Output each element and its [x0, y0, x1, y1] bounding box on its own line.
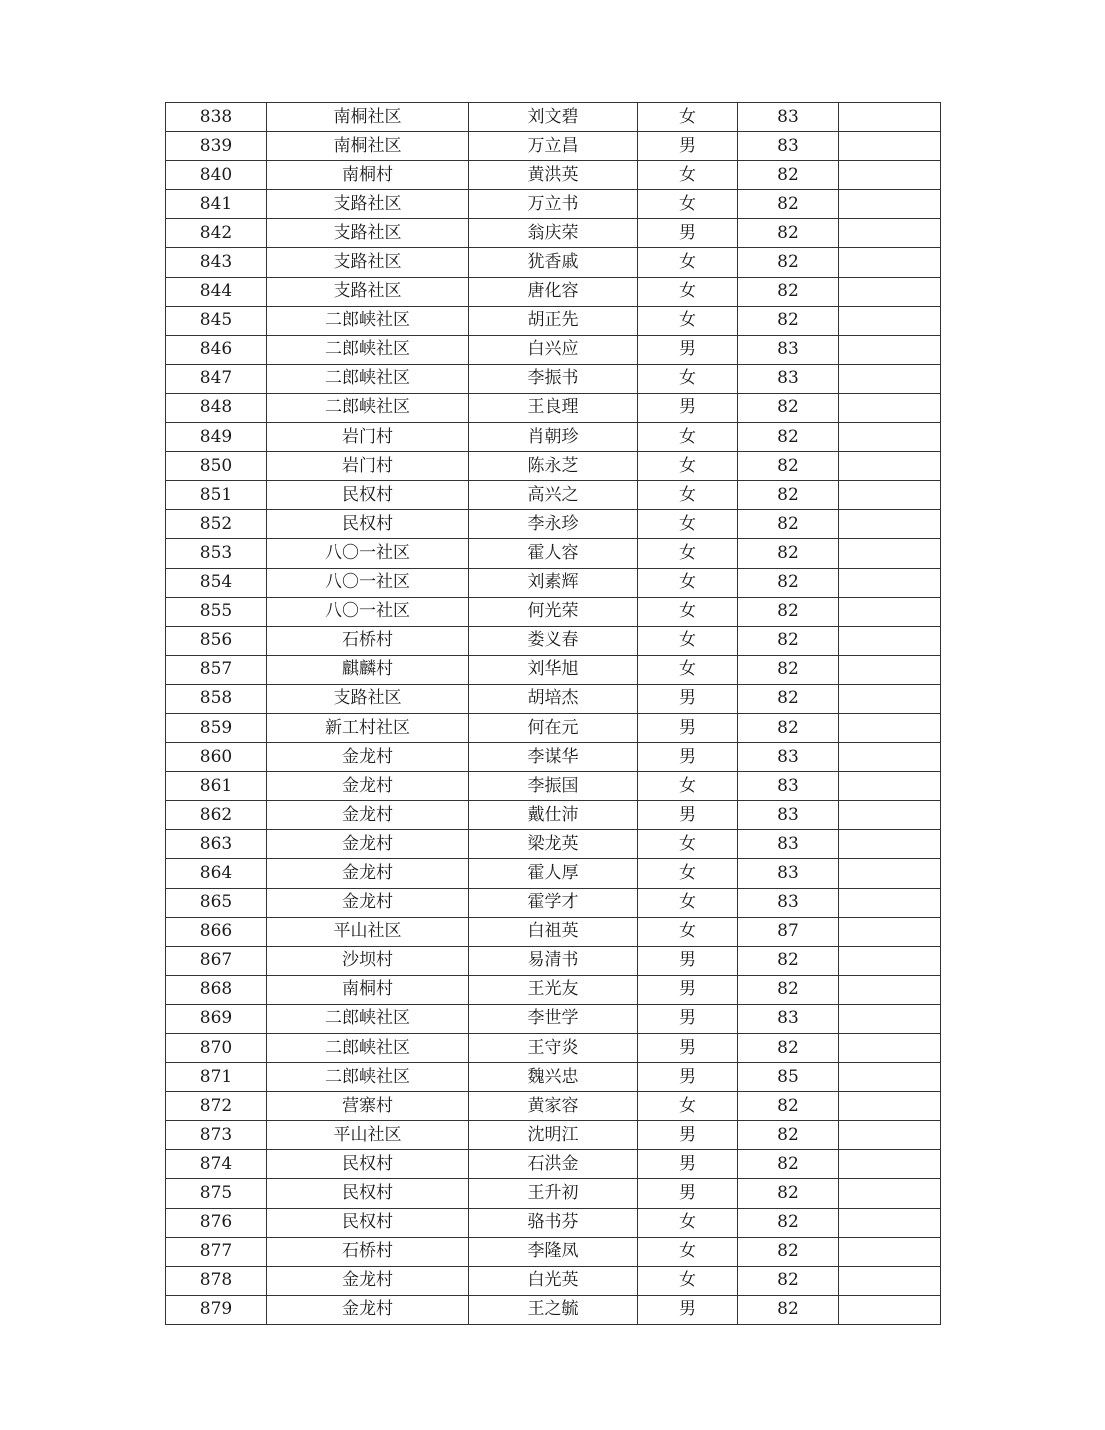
- gender-cell: 女: [638, 103, 738, 132]
- note-cell: [839, 248, 941, 277]
- community-cell: 民权村: [267, 481, 469, 510]
- community-cell: 南桐社区: [267, 103, 469, 132]
- note-cell: [839, 452, 941, 481]
- table-row: [166, 132, 941, 161]
- age-cell: 85: [738, 1063, 839, 1092]
- table-row: [166, 452, 941, 481]
- community-cell: 金龙村: [267, 888, 469, 917]
- row-number-cell: 860: [166, 743, 267, 772]
- name-cell: 王守炎: [469, 1034, 638, 1063]
- gender-cell: 男: [638, 1034, 738, 1063]
- gender-cell: 女: [638, 306, 738, 335]
- row-number-cell: 867: [166, 946, 267, 975]
- name-cell: 霍学才: [469, 888, 638, 917]
- name-cell: 李世学: [469, 1004, 638, 1033]
- age-cell: 82: [738, 481, 839, 510]
- community-cell: 平山社区: [267, 917, 469, 946]
- name-cell: 石洪金: [469, 1150, 638, 1179]
- gender-cell: 女: [638, 190, 738, 219]
- gender-cell: 男: [638, 684, 738, 713]
- note-cell: [839, 277, 941, 306]
- row-number-cell: 873: [166, 1121, 267, 1150]
- row-number-cell: 852: [166, 510, 267, 539]
- note-cell: [839, 1063, 941, 1092]
- community-cell: 南桐社区: [267, 132, 469, 161]
- name-cell: 李永珍: [469, 510, 638, 539]
- community-cell: 二郎峡社区: [267, 306, 469, 335]
- note-cell: [839, 423, 941, 452]
- age-cell: 83: [738, 103, 839, 132]
- note-cell: [839, 190, 941, 219]
- name-cell: 胡正先: [469, 306, 638, 335]
- community-cell: 八〇一社区: [267, 539, 469, 568]
- row-number-cell: 853: [166, 539, 267, 568]
- age-cell: 82: [738, 1266, 839, 1295]
- note-cell: [839, 1179, 941, 1208]
- gender-cell: 男: [638, 219, 738, 248]
- table-row: [166, 1179, 941, 1208]
- note-cell: [839, 888, 941, 917]
- age-cell: 82: [738, 161, 839, 190]
- table-row: [166, 1121, 941, 1150]
- table-row: [166, 103, 941, 132]
- community-cell: 二郎峡社区: [267, 1034, 469, 1063]
- name-cell: 高兴之: [469, 481, 638, 510]
- age-cell: 83: [738, 801, 839, 830]
- row-number-cell: 856: [166, 626, 267, 655]
- row-number-cell: 850: [166, 452, 267, 481]
- name-cell: 白祖英: [469, 917, 638, 946]
- table-row: [166, 597, 941, 626]
- community-cell: 金龙村: [267, 830, 469, 859]
- name-cell: 沈明江: [469, 1121, 638, 1150]
- table-row: [166, 335, 941, 364]
- gender-cell: 男: [638, 1063, 738, 1092]
- name-cell: 王之毓: [469, 1295, 638, 1324]
- gender-cell: 女: [638, 510, 738, 539]
- row-number-cell: 878: [166, 1266, 267, 1295]
- name-cell: 唐化容: [469, 277, 638, 306]
- note-cell: [839, 1208, 941, 1237]
- age-cell: 82: [738, 539, 839, 568]
- name-cell: 李谋华: [469, 743, 638, 772]
- community-cell: 金龙村: [267, 859, 469, 888]
- age-cell: 82: [738, 306, 839, 335]
- note-cell: [839, 684, 941, 713]
- note-cell: [839, 772, 941, 801]
- table-row: [166, 423, 941, 452]
- gender-cell: 女: [638, 161, 738, 190]
- table-row: [166, 568, 941, 597]
- community-cell: 金龙村: [267, 1295, 469, 1324]
- note-cell: [839, 1121, 941, 1150]
- age-cell: 83: [738, 335, 839, 364]
- note-cell: [839, 1034, 941, 1063]
- table-row: [166, 917, 941, 946]
- gender-cell: 男: [638, 975, 738, 1004]
- gender-cell: 女: [638, 277, 738, 306]
- note-cell: [839, 1092, 941, 1121]
- community-cell: 南桐村: [267, 161, 469, 190]
- community-cell: 金龙村: [267, 772, 469, 801]
- table-row: [166, 510, 941, 539]
- gender-cell: 女: [638, 539, 738, 568]
- name-cell: 梁龙英: [469, 830, 638, 859]
- row-number-cell: 877: [166, 1237, 267, 1266]
- row-number-cell: 851: [166, 481, 267, 510]
- table-row: [166, 888, 941, 917]
- name-cell: 戴仕沛: [469, 801, 638, 830]
- gender-cell: 女: [638, 772, 738, 801]
- gender-cell: 男: [638, 801, 738, 830]
- row-number-cell: 844: [166, 277, 267, 306]
- name-cell: 万立昌: [469, 132, 638, 161]
- age-cell: 83: [738, 743, 839, 772]
- row-number-cell: 855: [166, 597, 267, 626]
- row-number-cell: 841: [166, 190, 267, 219]
- note-cell: [839, 510, 941, 539]
- table-row: [166, 713, 941, 742]
- row-number-cell: 868: [166, 975, 267, 1004]
- age-cell: 82: [738, 1208, 839, 1237]
- gender-cell: 男: [638, 132, 738, 161]
- gender-cell: 女: [638, 364, 738, 393]
- gender-cell: 女: [638, 917, 738, 946]
- row-number-cell: 872: [166, 1092, 267, 1121]
- age-cell: 82: [738, 248, 839, 277]
- row-number-cell: 876: [166, 1208, 267, 1237]
- row-number-cell: 863: [166, 830, 267, 859]
- community-cell: 支路社区: [267, 684, 469, 713]
- name-cell: 刘素辉: [469, 568, 638, 597]
- gender-cell: 女: [638, 423, 738, 452]
- row-number-cell: 846: [166, 335, 267, 364]
- row-number-cell: 842: [166, 219, 267, 248]
- name-cell: 刘文碧: [469, 103, 638, 132]
- elderly-roster-table: [165, 102, 941, 1325]
- note-cell: [839, 946, 941, 975]
- age-cell: 82: [738, 975, 839, 1004]
- community-cell: 支路社区: [267, 219, 469, 248]
- age-cell: 87: [738, 917, 839, 946]
- table-row: [166, 481, 941, 510]
- community-cell: 新工村社区: [267, 713, 469, 742]
- gender-cell: 女: [638, 568, 738, 597]
- gender-cell: 男: [638, 335, 738, 364]
- row-number-cell: 848: [166, 393, 267, 422]
- table-row: [166, 975, 941, 1004]
- note-cell: [839, 1237, 941, 1266]
- name-cell: 黄洪英: [469, 161, 638, 190]
- note-cell: [839, 1004, 941, 1033]
- age-cell: 82: [738, 1179, 839, 1208]
- name-cell: 白兴应: [469, 335, 638, 364]
- community-cell: 民权村: [267, 1179, 469, 1208]
- community-cell: 石桥村: [267, 626, 469, 655]
- table-row: [166, 1150, 941, 1179]
- gender-cell: 女: [638, 830, 738, 859]
- row-number-cell: 838: [166, 103, 267, 132]
- age-cell: 82: [738, 1092, 839, 1121]
- row-number-cell: 839: [166, 132, 267, 161]
- name-cell: 刘华旭: [469, 655, 638, 684]
- row-number-cell: 875: [166, 1179, 267, 1208]
- note-cell: [839, 1150, 941, 1179]
- name-cell: 陈永芝: [469, 452, 638, 481]
- table-body: [166, 103, 941, 1325]
- table-row: [166, 539, 941, 568]
- gender-cell: 男: [638, 1121, 738, 1150]
- name-cell: 王良理: [469, 393, 638, 422]
- community-cell: 沙坝村: [267, 946, 469, 975]
- age-cell: 83: [738, 1004, 839, 1033]
- gender-cell: 男: [638, 743, 738, 772]
- gender-cell: 男: [638, 713, 738, 742]
- age-cell: 83: [738, 830, 839, 859]
- gender-cell: 女: [638, 655, 738, 684]
- name-cell: 李振国: [469, 772, 638, 801]
- age-cell: 82: [738, 1237, 839, 1266]
- note-cell: [839, 539, 941, 568]
- name-cell: 何在元: [469, 713, 638, 742]
- note-cell: [839, 1266, 941, 1295]
- table-row: [166, 1266, 941, 1295]
- community-cell: 金龙村: [267, 1266, 469, 1295]
- community-cell: 支路社区: [267, 190, 469, 219]
- age-cell: 82: [738, 1150, 839, 1179]
- age-cell: 82: [738, 1295, 839, 1324]
- note-cell: [839, 917, 941, 946]
- community-cell: 金龙村: [267, 801, 469, 830]
- table-row: [166, 306, 941, 335]
- table-row: [166, 277, 941, 306]
- gender-cell: 男: [638, 1004, 738, 1033]
- age-cell: 82: [738, 597, 839, 626]
- table-row: [166, 219, 941, 248]
- table-row: [166, 1063, 941, 1092]
- age-cell: 83: [738, 888, 839, 917]
- age-cell: 82: [738, 219, 839, 248]
- row-number-cell: 854: [166, 568, 267, 597]
- note-cell: [839, 975, 941, 1004]
- community-cell: 八〇一社区: [267, 597, 469, 626]
- row-number-cell: 870: [166, 1034, 267, 1063]
- row-number-cell: 858: [166, 684, 267, 713]
- age-cell: 82: [738, 655, 839, 684]
- gender-cell: 男: [638, 393, 738, 422]
- note-cell: [839, 481, 941, 510]
- community-cell: 支路社区: [267, 248, 469, 277]
- note-cell: [839, 568, 941, 597]
- gender-cell: 男: [638, 1179, 738, 1208]
- note-cell: [839, 801, 941, 830]
- gender-cell: 女: [638, 597, 738, 626]
- note-cell: [839, 626, 941, 655]
- community-cell: 二郎峡社区: [267, 393, 469, 422]
- table-row: [166, 830, 941, 859]
- note-cell: [839, 132, 941, 161]
- row-number-cell: 865: [166, 888, 267, 917]
- gender-cell: 女: [638, 1237, 738, 1266]
- name-cell: 娄义春: [469, 626, 638, 655]
- name-cell: 胡培杰: [469, 684, 638, 713]
- row-number-cell: 874: [166, 1150, 267, 1179]
- table-row: [166, 772, 941, 801]
- community-cell: 石桥村: [267, 1237, 469, 1266]
- age-cell: 82: [738, 626, 839, 655]
- gender-cell: 女: [638, 1266, 738, 1295]
- age-cell: 83: [738, 364, 839, 393]
- note-cell: [839, 219, 941, 248]
- row-number-cell: 847: [166, 364, 267, 393]
- gender-cell: 女: [638, 248, 738, 277]
- table-row: [166, 1237, 941, 1266]
- note-cell: [839, 859, 941, 888]
- row-number-cell: 857: [166, 655, 267, 684]
- gender-cell: 女: [638, 1092, 738, 1121]
- gender-cell: 女: [638, 481, 738, 510]
- age-cell: 82: [738, 423, 839, 452]
- gender-cell: 男: [638, 946, 738, 975]
- note-cell: [839, 364, 941, 393]
- note-cell: [839, 306, 941, 335]
- name-cell: 王光友: [469, 975, 638, 1004]
- note-cell: [839, 597, 941, 626]
- gender-cell: 女: [638, 888, 738, 917]
- note-cell: [839, 393, 941, 422]
- age-cell: 82: [738, 568, 839, 597]
- table-row: [166, 190, 941, 219]
- name-cell: 霍人容: [469, 539, 638, 568]
- age-cell: 82: [738, 510, 839, 539]
- note-cell: [839, 103, 941, 132]
- row-number-cell: 871: [166, 1063, 267, 1092]
- gender-cell: 女: [638, 859, 738, 888]
- table-row: [166, 859, 941, 888]
- age-cell: 82: [738, 713, 839, 742]
- row-number-cell: 840: [166, 161, 267, 190]
- name-cell: 李振书: [469, 364, 638, 393]
- community-cell: 民权村: [267, 510, 469, 539]
- community-cell: 二郎峡社区: [267, 1004, 469, 1033]
- name-cell: 黄家容: [469, 1092, 638, 1121]
- community-cell: 麒麟村: [267, 655, 469, 684]
- community-cell: 二郎峡社区: [267, 364, 469, 393]
- age-cell: 82: [738, 946, 839, 975]
- community-cell: 岩门村: [267, 452, 469, 481]
- note-cell: [839, 743, 941, 772]
- note-cell: [839, 830, 941, 859]
- table-row: [166, 626, 941, 655]
- community-cell: 南桐村: [267, 975, 469, 1004]
- gender-cell: 女: [638, 452, 738, 481]
- name-cell: 肖朝珍: [469, 423, 638, 452]
- community-cell: 八〇一社区: [267, 568, 469, 597]
- community-cell: 平山社区: [267, 1121, 469, 1150]
- row-number-cell: 843: [166, 248, 267, 277]
- community-cell: 民权村: [267, 1208, 469, 1237]
- table-row: [166, 248, 941, 277]
- age-cell: 82: [738, 684, 839, 713]
- table-row: [166, 1034, 941, 1063]
- community-cell: 二郎峡社区: [267, 1063, 469, 1092]
- age-cell: 83: [738, 772, 839, 801]
- name-cell: 白光英: [469, 1266, 638, 1295]
- table-row: [166, 1208, 941, 1237]
- row-number-cell: 864: [166, 859, 267, 888]
- age-cell: 83: [738, 859, 839, 888]
- name-cell: 犹香戚: [469, 248, 638, 277]
- row-number-cell: 862: [166, 801, 267, 830]
- gender-cell: 男: [638, 1150, 738, 1179]
- name-cell: 万立书: [469, 190, 638, 219]
- gender-cell: 女: [638, 626, 738, 655]
- community-cell: 民权村: [267, 1150, 469, 1179]
- table-row: [166, 1295, 941, 1324]
- row-number-cell: 869: [166, 1004, 267, 1033]
- community-cell: 营寨村: [267, 1092, 469, 1121]
- row-number-cell: 859: [166, 713, 267, 742]
- name-cell: 何光荣: [469, 597, 638, 626]
- note-cell: [839, 161, 941, 190]
- table-row: [166, 161, 941, 190]
- table-row: [166, 684, 941, 713]
- age-cell: 82: [738, 277, 839, 306]
- note-cell: [839, 335, 941, 364]
- table-row: [166, 1004, 941, 1033]
- gender-cell: 女: [638, 1208, 738, 1237]
- name-cell: 骆书芬: [469, 1208, 638, 1237]
- table-row: [166, 393, 941, 422]
- name-cell: 霍人厚: [469, 859, 638, 888]
- age-cell: 82: [738, 1034, 839, 1063]
- table-row: [166, 946, 941, 975]
- age-cell: 82: [738, 452, 839, 481]
- note-cell: [839, 655, 941, 684]
- age-cell: 82: [738, 1121, 839, 1150]
- table-row: [166, 743, 941, 772]
- name-cell: 魏兴忠: [469, 1063, 638, 1092]
- community-cell: 二郎峡社区: [267, 335, 469, 364]
- row-number-cell: 845: [166, 306, 267, 335]
- community-cell: 岩门村: [267, 423, 469, 452]
- name-cell: 翁庆荣: [469, 219, 638, 248]
- note-cell: [839, 713, 941, 742]
- name-cell: 李隆凤: [469, 1237, 638, 1266]
- name-cell: 易清书: [469, 946, 638, 975]
- table-row: [166, 801, 941, 830]
- age-cell: 82: [738, 393, 839, 422]
- row-number-cell: 861: [166, 772, 267, 801]
- row-number-cell: 866: [166, 917, 267, 946]
- table-row: [166, 655, 941, 684]
- gender-cell: 男: [638, 1295, 738, 1324]
- community-cell: 支路社区: [267, 277, 469, 306]
- row-number-cell: 849: [166, 423, 267, 452]
- community-cell: 金龙村: [267, 743, 469, 772]
- row-number-cell: 879: [166, 1295, 267, 1324]
- table-row: [166, 1092, 941, 1121]
- name-cell: 王升初: [469, 1179, 638, 1208]
- note-cell: [839, 1295, 941, 1324]
- age-cell: 83: [738, 132, 839, 161]
- age-cell: 82: [738, 190, 839, 219]
- table-row: [166, 364, 941, 393]
